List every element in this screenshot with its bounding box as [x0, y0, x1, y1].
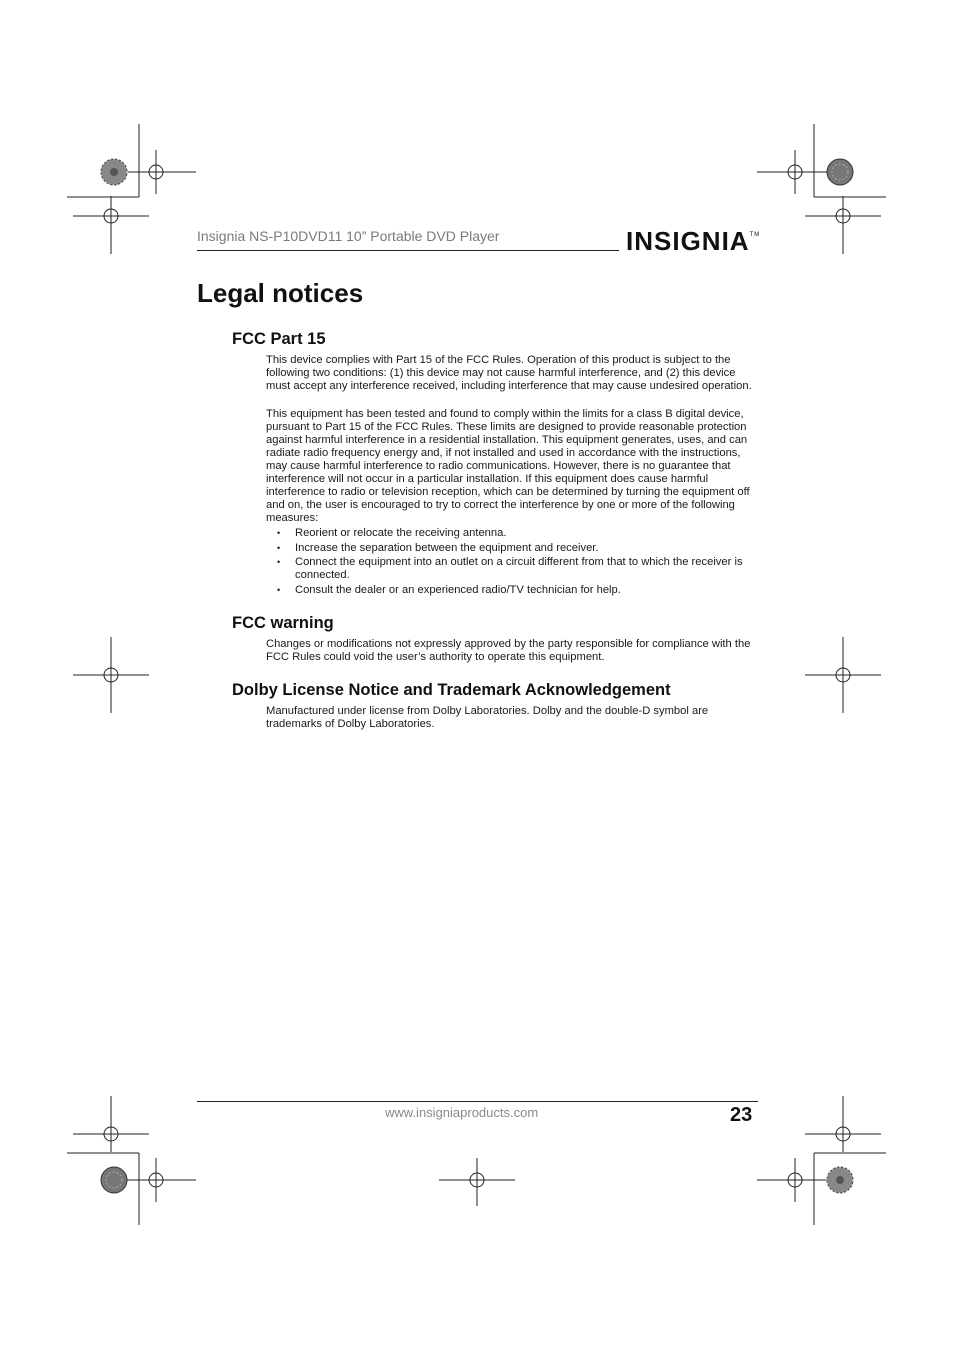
logo-text: INSIGNIA	[626, 226, 750, 256]
registration-target-icon	[805, 637, 881, 713]
page-title: Legal notices	[197, 278, 364, 308]
list-item: • Connect the equipment into an outlet on a circuit different from that to which the receiver is connected.	[276, 556, 758, 582]
star-target-icon	[827, 159, 853, 185]
fcc-part15-paragraph-2: This equipment has been tested and found to comply within the limits for a class B digital device, pursuant to Part 15 of the FCC Rules. These limits are designed to provide reasonable protection against harmful interference in a residential installation. This equipment generates, uses, and can radiate radio frequency energy and, if not installed and used in accordance with the instructions, may cause harmful interference to radio communications. However, there is no guarantee that interference will not occur in a particular installation. If this equipment does cause harmful interference to radio or television reception, which can be determined by turning the equipment off and on, the user is encouraged to try to correct the interference by one or more of the following measures:	[266, 408, 750, 524]
list-item: • Consult the dealer or an experienced radio/TV technician for help.	[276, 584, 758, 597]
fcc-measures-list	[276, 527, 758, 598]
fcc-warning-paragraph: Changes or modifications not expressly approved by the party responsible for compliance with the FCC Rules could void the user’s authority to operate this equipment.	[266, 638, 751, 663]
registration-target-icon	[805, 196, 881, 254]
dolby-heading: Dolby License Notice and Trademark Acknowledgement	[232, 681, 671, 699]
list-item: • Reorient or relocate the receiving antenna.	[276, 527, 758, 540]
insignia-logo	[626, 226, 760, 257]
registration-target-icon	[757, 1158, 835, 1202]
registration-target-icon	[73, 1096, 149, 1152]
footer-rule	[197, 1101, 758, 1102]
registration-target-icon	[805, 1096, 881, 1152]
registration-target-icon	[118, 1158, 196, 1202]
footer-url[interactable]: www.insigniaproducts.com	[385, 1105, 539, 1120]
registration-target-icon	[439, 1158, 515, 1206]
registration-target-icon	[118, 150, 196, 194]
list-item: • Increase the separation between the equipment and receiver.	[276, 542, 758, 555]
star-target-icon	[827, 1167, 853, 1193]
fcc-part15-paragraph-1: This device complies with Part 15 of the FCC Rules. Operation of this product is subject to the following two conditions: (1) this device may not cause harmful interference, and (2) this device must accept any interference received, including interference that may cause undesired operation.	[266, 354, 752, 392]
star-target-icon	[101, 1167, 127, 1193]
logo-trademark: TM	[749, 232, 761, 238]
dolby-paragraph: Manufactured under license from Dolby Laboratories. Dolby and the double-D symbol are trademarks of Dolby Laboratories.	[266, 705, 709, 730]
fcc-warning-heading: FCC warning	[232, 614, 334, 632]
registration-target-icon	[73, 637, 149, 713]
star-target-icon	[101, 159, 127, 185]
fcc-part15-heading: FCC Part 15	[232, 330, 326, 348]
header-rule	[197, 250, 619, 251]
registration-target-icon	[757, 150, 835, 194]
registration-target-icon	[73, 196, 149, 254]
header-product-title: Insignia NS-P10DVD11 10” Portable DVD Player	[197, 228, 500, 244]
page-number: 23	[730, 1104, 753, 1126]
